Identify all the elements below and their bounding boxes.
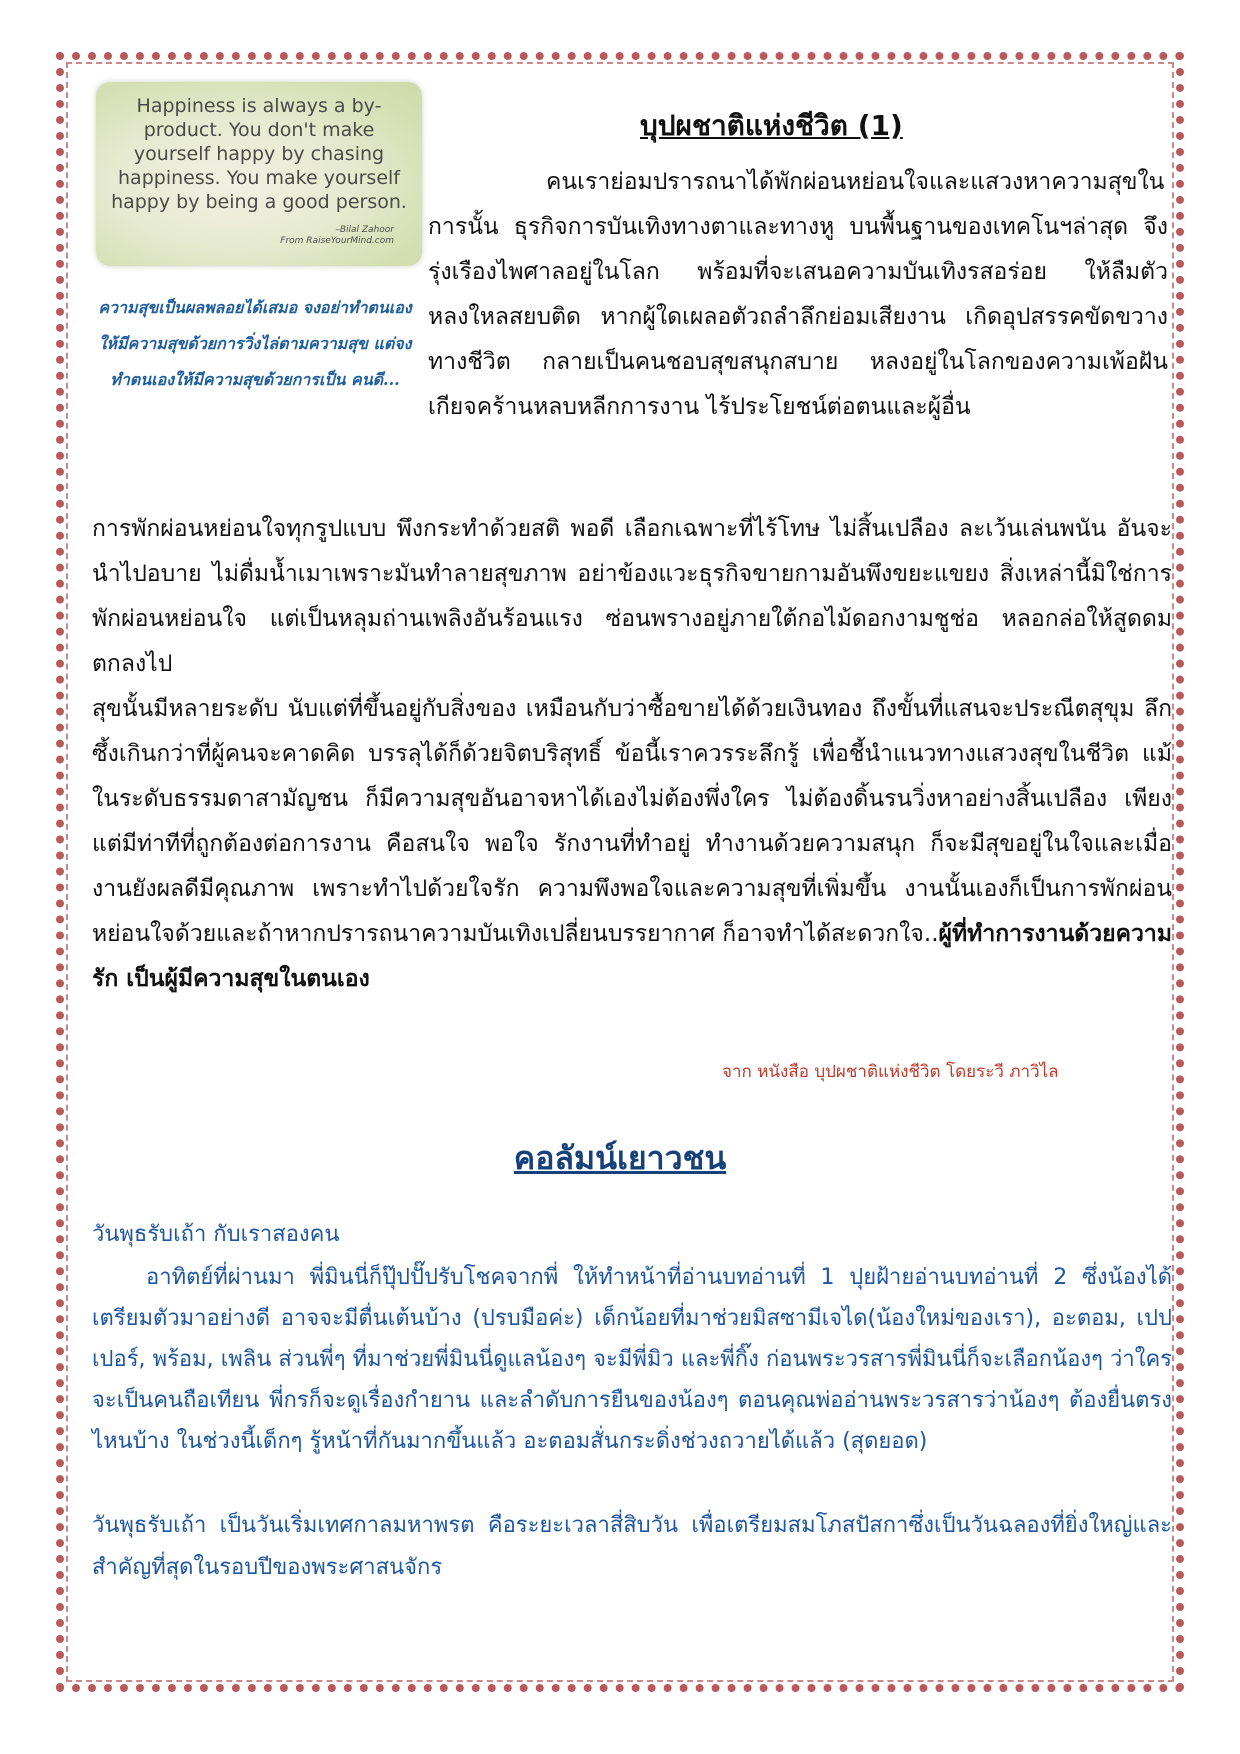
article-paragraph-2: การพักผ่อนหย่อนใจทุกรูปแบบ พึงกระทำด้วยสติ พอดี เลือกเฉพาะที่ไร้โทษ ไม่สิ้นเปลือง ละเว้นเล่นพนัน อันจะนำไปอบาย ไม่ดื่มน้ำเมาเพราะมันทำลายสุขภาพ อย่าข้องแวะธุรกิจขายกามอันพึงขยะแขยง สิ่งเหล่านี้มิใช่การพักผ่อนหย่อนใจ แต่เป็นหลุมถ่านเพลิงอันร้อนแรง ซ่อนพรางอยู่ภายใต้กอไม้ดอกงามชูช่อ หลอกล่อให้สูดดมตกลงไป bbox=[92, 516, 1172, 677]
article-paragraph-3-bold: ผู้ที่ทำการงานด้วยความรัก เป็นผู้มีความสุขในตนเอง bbox=[92, 921, 1172, 992]
youth-column-paragraph-2: วันพุธรับเถ้า เป็นวันเริ่มเทศกาลมหาพรต คือระยะเวลาสี่สิบวัน เพื่อเตรียมสมโภสปัสกาซึ่งเป็นวันฉลองที่ยิ่งใหญ่และสำคัญที่สุดในรอบปีของพระศาสนจักร bbox=[92, 1513, 1172, 1580]
article-paragraph-3-text: สุขนั้นมีหลายระดับ นับแต่ที่ขึ้นอยู่กับสิ่งของ เหมือนกับว่าซื้อขายได้ด้วยเงินทอง ถึงขั้นที่แสนจะประณีตสุขุม ลึกซึ้งเกินกว่าที่ผู้คนจะคาดคิด บรรลุได้ก็ด้วยจิตบริสุทธิ์ ข้อนี้เราควรระลึกรู้ เพื่อชี้นำแนวทางแสวงสุขในชีวิต แม้ในระดับธรรมดาสามัญชน ก็มีความสุขอันอาจหาได้เองไม่ต้องพึ่งใคร ไม่ต้องดิ้นรนวิ่งหาอย่างสิ้นเปลือง เพียงแต่มีท่าทีที่ถูกต้องต่อการงาน คือสนใจ พอใจ รักงานที่ทำอยู่ ทำงานด้วยความสนุก ก็จะมีสุขอยู่ในใจและเมื่องานยังผลดีมีคุณภาพ เพราะทำไปด้วยใจรัก ความพึงพอใจและความสุขที่เพิ่มขึ้น งานนั้นเองก็เป็นการพักผ่อนหย่อนใจด้วยและถ้าหากปรารถนาความบันเทิงเปลี่ยนบรรยากาศ ก็อาจทำได้สะดวกใจ.. bbox=[92, 696, 1172, 947]
quote-image-text: Happiness is always a by-product. You don't make yourself happy by chasing happiness. You make yourself happy by being a good person. bbox=[111, 95, 407, 213]
article-title: บุปผชาติแห่งชีวิต (1) bbox=[640, 109, 903, 142]
image-caption: ความสุขเป็นผลพลอยได้เสมอ จงอย่าทำตนเองให้มีความสุขด้วยการวิ่งไล่ตามความสุข แต่จงทำตนเองให้มีความสุขด้วยการเป็น คนดี... bbox=[98, 298, 412, 389]
youth-column-paragraph-1 bbox=[92, 1257, 1172, 1462]
quote-image-author: –Bilal Zahoor bbox=[335, 225, 394, 235]
article-paragraph-1-text: คนเราย่อมปรารถนาได้พักผ่อนหย่อนใจและแสวงหาความสุขในการนั้น ธุรกิจการบันเทิงทางตาและทางหู บนพื้นฐานของเทคโนฯล่าสุด จึงรุ่งเรืองไพศาลอยู่ในโลก พร้อมที่จะเสนอความบันเทิงรสอร่อย ให้ลืมตัวหลงใหลสยบติด หากผู้ใดเผลอตัวถลำลึกย่อมเสียงาน เกิดอุปสรรคขัดขวางทางชีวิต กลายเป็นคนชอบสุขสนุกสบาย หลงอยู่ในโลกของความเพ้อฝัน เกียจคร้านหลบหลีกการงาน ไร้ประโยชน์ต่อตนและผู้อื่น bbox=[428, 169, 1168, 420]
quote-image-source: From RaiseYourMind.com bbox=[280, 236, 394, 246]
article-paragraph-3 bbox=[92, 687, 1172, 1002]
youth-column-paragraph-1-text: อาทิตย์ที่ผ่านมา พี่มินนี่ก็ปุ๊ปปั๊ปรับโชคจากพี่ ให้ทำหน้าที่อ่านบทอ่านที่ 1 ปุยฝ้ายอ่านบทอ่านที่ 2 ซึ่งน้องได้เตรียมตัวมาอย่างดี อาจจะมีตื่นเต้นบ้าง (ปรบมือค่ะ) เด็กน้อยที่มาช่วยมิสซามีเจได(น้องใหม่ของเรา), อะตอม, เปปเปอร์, พร้อม, เพลิน ส่วนพี่ๆ ที่มาช่วยพี่มินนี่ดูแลน้องๆ จะมีพี่มิว และพี่กิ๊ง ก่อนพระวรสารพี่มินนี่ก็จะเลือกน้องๆ ว่าใครจะเป็นคนถือเทียน พี่กรก็จะดูเรื่องกำยาน และลำดับการยืนของน้องๆ ตอนคุณพ่ออ่านพระวรสารว่าน้องๆ ต้องยื่นตรงไหนบ้าง ในช่วงนี้เด็กๆ รู้หน้าที่กันมากขึ้นแล้ว อะตอมสั่นกระดิ่งช่วงถวายได้แล้ว (สุดยอด) bbox=[92, 1265, 1172, 1454]
article-source: จาก หนังสือ บุปผชาติแห่งชีวิต โดยระวี ภาวิไล bbox=[722, 1062, 1059, 1082]
youth-column-title: คอลัมน์เยาวชน bbox=[513, 1139, 727, 1177]
youth-column-heading: วันพุธรับเถ้า กับเราสองคน bbox=[92, 1222, 340, 1247]
article-paragraph-1 bbox=[428, 160, 1168, 430]
quote-image bbox=[96, 82, 422, 266]
